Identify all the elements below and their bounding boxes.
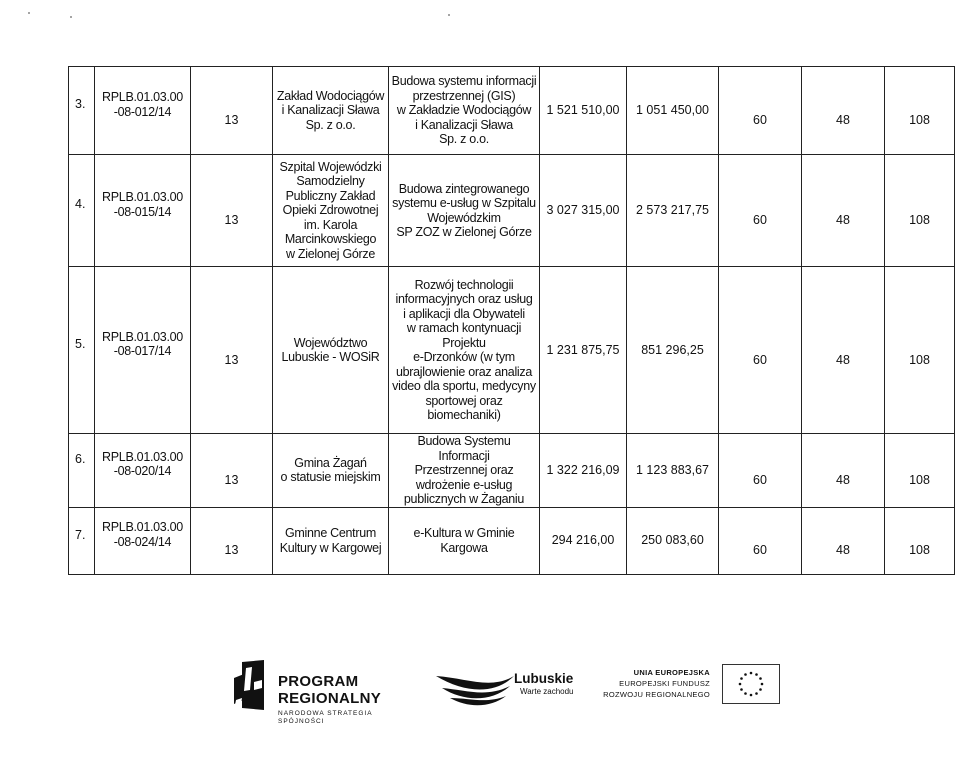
project-code-line: RPLB.01.03.00 — [102, 329, 183, 344]
project-title — [389, 434, 540, 508]
axis-value-text: 13 — [224, 213, 239, 228]
cell-text: 108 — [909, 543, 930, 558]
beneficiary-text — [280, 526, 382, 555]
cell-text: 1 231 875,75 — [546, 342, 620, 357]
axis-value — [191, 507, 273, 574]
project-code — [95, 267, 191, 434]
project-title-line: Wojewódzkim — [427, 210, 501, 225]
eu-star-icon — [755, 692, 758, 695]
score-col8 — [802, 67, 885, 155]
project-title-text — [392, 182, 536, 240]
score-col9 — [885, 267, 955, 434]
score-col7 — [719, 267, 802, 434]
project-code-text — [102, 450, 183, 479]
project-title-line: i aplikacji dla Obywateli — [403, 306, 525, 321]
beneficiary-line: Zakład Wodociągów — [276, 88, 385, 103]
beneficiary-line: Gminne Centrum — [285, 526, 376, 540]
eligible-value — [627, 155, 719, 267]
axis-value-text: 13 — [224, 543, 239, 558]
beneficiary-line: i Kanalizacji Sława — [281, 103, 380, 118]
table-row — [69, 507, 955, 574]
project-title-line: przestrzennej (GIS) — [412, 88, 516, 103]
project-code-line: -08-017/14 — [113, 344, 172, 358]
row-number: 3. — [69, 67, 95, 155]
lubuskie-tagline: Warte zachodu — [520, 687, 574, 696]
beneficiary-text — [279, 160, 381, 262]
beneficiary — [273, 267, 389, 434]
project-title-line: Projektu — [442, 335, 486, 350]
cell-text: 60 — [753, 113, 767, 128]
project-title — [389, 507, 540, 574]
project-title-line: systemu e-usług w Szpitalu — [392, 196, 536, 210]
eu-star-icon — [739, 683, 742, 686]
cell-text: 60 — [753, 213, 767, 228]
cell-text: 60 — [753, 352, 767, 367]
beneficiary-line: Marcinkowskiego — [284, 232, 377, 247]
eu-flag-icon — [722, 664, 780, 704]
beneficiary-line: w Zielonej Górze — [286, 246, 375, 261]
cell-text: 3 027 315,00 — [546, 203, 620, 218]
project-title-line: i Kanalizacji Sława — [415, 117, 513, 132]
project-code-text — [102, 520, 183, 549]
beneficiary-text — [277, 89, 384, 133]
cell-text: 250 083,60 — [641, 533, 704, 548]
project-code-line: RPLB.01.03.00 — [102, 520, 183, 534]
score-col9 — [885, 155, 955, 267]
cell-text: 294 216,00 — [551, 533, 615, 548]
eu-star-icon — [750, 672, 753, 675]
total-value — [540, 434, 627, 508]
beneficiary-line: o statusie miejskim — [280, 470, 381, 485]
project-title-line: Budowa systemu informacji — [391, 74, 537, 89]
project-table — [68, 66, 955, 575]
cell-text: 48 — [836, 473, 850, 487]
project-title-text — [391, 434, 537, 507]
project-title-line: Rozwój technologii — [414, 277, 514, 292]
eu-line2: EUROPEJSKI FUNDUSZ — [619, 679, 710, 688]
beneficiary-line: Sp. z o.o. — [305, 117, 356, 132]
eu-star-icon — [744, 673, 747, 676]
score-col7 — [719, 507, 802, 574]
project-code-line: -08-024/14 — [113, 534, 172, 549]
project-title-line: video dla sportu, medycyny — [392, 379, 536, 393]
eu-star-icon — [750, 694, 753, 697]
cell-text: 48 — [836, 213, 850, 228]
score-col8 — [802, 507, 885, 574]
project-title-line: sportowej oraz — [425, 393, 503, 408]
cell-text: 2 573 217,75 — [636, 203, 709, 218]
beneficiary — [273, 507, 389, 574]
cell-text: 1 521 510,00 — [546, 103, 620, 118]
beneficiary-text — [281, 456, 381, 485]
score-col7 — [719, 155, 802, 267]
project-title-line: Kargowa — [440, 540, 488, 555]
axis-value — [191, 434, 273, 508]
cell-text: 108 — [909, 473, 930, 487]
program-line1: PROGRAM — [278, 673, 359, 690]
eu-line1: UNIA EUROPEJSKA — [633, 668, 710, 677]
axis-value — [191, 67, 273, 155]
project-title-line: Sp. z o.o. — [439, 132, 489, 147]
cell-text: 48 — [836, 113, 850, 128]
table-row — [69, 67, 955, 155]
project-title-line: e-Drzonków (w tym — [413, 350, 515, 364]
eu-star-icon — [761, 683, 764, 686]
beneficiary — [273, 434, 389, 508]
total-value — [540, 267, 627, 434]
eligible-value — [627, 267, 719, 434]
project-title-text — [414, 526, 515, 555]
project-code — [95, 507, 191, 574]
eu-star-icon — [755, 673, 758, 676]
beneficiary-line: im. Karola — [303, 217, 358, 232]
project-title-line: ubrajlowienie oraz analiza — [395, 364, 533, 379]
row-number: 4. — [69, 155, 95, 267]
beneficiary-line: Województwo — [293, 335, 368, 350]
cell-text: 1 051 450,00 — [636, 103, 709, 118]
project-code — [95, 434, 191, 508]
cell-text: 1 123 883,67 — [636, 463, 709, 477]
project-title-line: Budowa zintegrowanego — [398, 181, 530, 196]
axis-value-text: 13 — [224, 352, 239, 367]
eligible-value — [627, 434, 719, 508]
score-col7 — [719, 434, 802, 508]
project-title-line: SP ZOZ w Zielonej Górze — [396, 225, 532, 239]
axis-value-text: 13 — [224, 473, 239, 487]
eu-star-icon — [759, 688, 762, 691]
project-title-line: wdrożenie e-usług — [415, 477, 513, 492]
cell-text: 1 322 216,09 — [546, 463, 620, 477]
cell-text: 851 296,25 — [641, 342, 704, 357]
eu-fund-logo — [600, 662, 780, 712]
program-regionalny-flag-icon — [232, 660, 266, 712]
score-col8 — [802, 434, 885, 508]
eu-star-icon — [740, 677, 743, 680]
row-number: 6. — [69, 434, 95, 508]
score-col9 — [885, 67, 955, 155]
beneficiary-text — [281, 336, 379, 365]
table-row — [69, 267, 955, 434]
program-line2: REGIONALNY — [278, 690, 382, 707]
project-code-line: RPLB.01.03.00 — [102, 90, 183, 104]
table-row — [69, 155, 955, 267]
beneficiary — [273, 155, 389, 267]
cell-text: 108 — [909, 213, 930, 228]
footer-logos — [0, 648, 960, 758]
beneficiary-line: Gmina Żagań — [294, 455, 367, 470]
score-col8 — [802, 267, 885, 434]
beneficiary-line: Opieki Zdrowotnej — [282, 203, 379, 218]
project-code-line: RPLB.01.03.00 — [102, 449, 183, 464]
eligible-value — [627, 67, 719, 155]
project-code-text — [102, 90, 183, 119]
total-value — [540, 67, 627, 155]
project-code-line: -08-015/14 — [113, 204, 172, 219]
cell-text: 60 — [753, 543, 767, 558]
lubuskie-swoosh-icon — [436, 668, 516, 706]
eu-star-icon — [759, 677, 762, 680]
program-regionalny-logo — [224, 658, 394, 725]
beneficiary — [273, 67, 389, 155]
project-title — [389, 267, 540, 434]
cell-text: 48 — [836, 543, 850, 558]
axis-value — [191, 155, 273, 267]
axis-value — [191, 267, 273, 434]
row-number: 5. — [69, 267, 95, 434]
project-title-line: w Zakładzie Wodociągów — [396, 103, 532, 118]
beneficiary-line: Samodzielny — [296, 174, 365, 189]
project-code-line: -08-020/14 — [113, 464, 172, 479]
project-code-text — [102, 190, 183, 219]
project-title-line: Przestrzennej oraz — [414, 463, 514, 477]
beneficiary-line: Lubuskie - WOSiR — [281, 350, 380, 364]
beneficiary-line: Kultury w Kargowej — [279, 540, 382, 555]
eu-line3: ROZWOJU REGIONALNEGO — [603, 690, 710, 699]
cell-text: 108 — [909, 352, 930, 367]
project-code-line: RPLB.01.03.00 — [102, 190, 183, 204]
project-title — [389, 67, 540, 155]
score-col9 — [885, 434, 955, 508]
lubuskie-name: Lubuskie — [514, 671, 574, 686]
project-title-text — [392, 278, 536, 423]
program-line3: NARODOWA STRATEGIA SPÓJNOŚCI — [278, 710, 373, 725]
project-title-line: informacyjnych oraz usług — [395, 292, 533, 306]
beneficiary-line: Publiczny Zakład — [285, 188, 376, 203]
beneficiary-line: Szpital Wojewódzki — [279, 159, 382, 174]
score-col8 — [802, 155, 885, 267]
cell-text: 108 — [909, 113, 930, 128]
cell-text: 60 — [753, 473, 767, 487]
lubuskie-logo — [436, 658, 606, 718]
project-code-text — [102, 330, 183, 359]
project-title-text — [392, 74, 537, 147]
project-title-line: biomechaniki) — [427, 408, 501, 422]
project-title-line: publicznych w Żaganiu — [403, 492, 525, 506]
eu-star-icon — [744, 692, 747, 695]
score-col9 — [885, 507, 955, 574]
total-value — [540, 155, 627, 267]
score-col7 — [719, 67, 802, 155]
total-value — [540, 507, 627, 574]
project-title — [389, 155, 540, 267]
project-title-line: e-Kultura w Gminie — [413, 526, 515, 540]
project-table-body — [69, 67, 955, 575]
project-code — [95, 155, 191, 267]
cell-text: 48 — [836, 352, 850, 367]
row-number: 7. — [69, 507, 95, 574]
axis-value-text: 13 — [224, 113, 239, 128]
eligible-value — [627, 507, 719, 574]
project-code-line: -08-012/14 — [113, 104, 172, 119]
eu-star-icon — [740, 688, 743, 691]
project-title-line: w ramach kontynuacji — [406, 321, 522, 335]
project-code — [95, 67, 191, 155]
project-title-line: Budowa Systemu Informacji — [417, 434, 511, 463]
table-row — [69, 434, 955, 508]
